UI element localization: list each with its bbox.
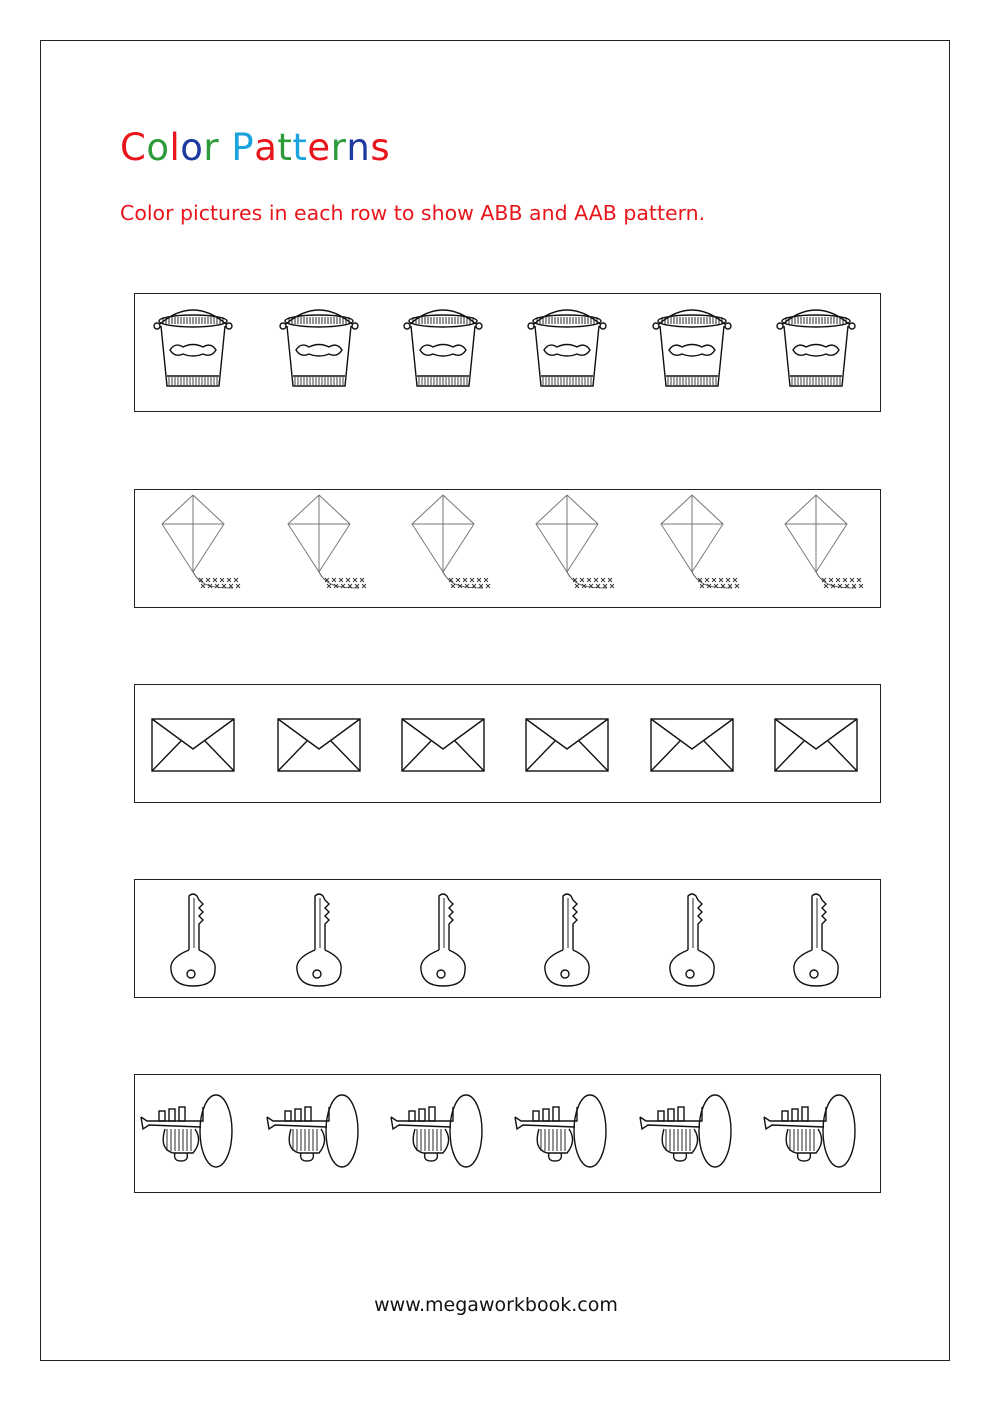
trumpet-row-art — [135, 1075, 882, 1194]
bucket-row — [134, 293, 881, 412]
key-row-art — [135, 880, 882, 999]
envelope-icon — [152, 719, 234, 771]
page-title — [120, 124, 390, 172]
title-letter: r — [330, 126, 347, 169]
title-letter: o — [180, 126, 204, 169]
instruction-text: Color pictures in each row to show ABB and AAB pattern. — [120, 201, 706, 225]
trumpet-icon — [267, 1095, 358, 1167]
bucket-icon — [404, 310, 482, 386]
title-letter: a — [254, 126, 278, 169]
title-letter: e — [307, 126, 331, 169]
trumpet-icon — [391, 1095, 482, 1167]
website-footer: www.megaworkbook.com — [374, 1294, 618, 1316]
trumpet-icon — [640, 1095, 731, 1167]
trumpet-icon — [515, 1095, 606, 1167]
title-letter: n — [346, 126, 371, 169]
bucket-icon — [280, 310, 358, 386]
title-letter: s — [370, 126, 391, 169]
bucket-icon — [528, 310, 606, 386]
title-letter — [219, 124, 231, 172]
key-icon — [421, 894, 465, 986]
kite-row — [134, 489, 881, 608]
kite-icon — [661, 495, 739, 588]
key-icon — [670, 894, 714, 986]
title-letter: l — [169, 126, 181, 169]
envelope-row-art — [135, 685, 882, 804]
key-icon — [171, 894, 215, 986]
envelope-icon — [278, 719, 360, 771]
kite-icon — [412, 495, 490, 588]
title-letter: t — [292, 126, 308, 169]
bucket-icon — [777, 310, 855, 386]
title-letter: C — [120, 126, 147, 169]
key-icon — [297, 894, 341, 986]
envelope-row — [134, 684, 881, 803]
key-row — [134, 879, 881, 998]
title-letter: P — [231, 126, 255, 169]
envelope-icon — [402, 719, 484, 771]
bucket-row-art — [135, 294, 882, 413]
trumpet-icon — [764, 1095, 855, 1167]
title-letter: o — [146, 126, 170, 169]
bucket-icon — [653, 310, 731, 386]
kite-icon — [785, 495, 863, 588]
trumpet-row — [134, 1074, 881, 1193]
kite-row-art — [135, 490, 882, 609]
envelope-icon — [775, 719, 857, 771]
key-icon — [794, 894, 838, 986]
bucket-icon — [154, 310, 232, 386]
trumpet-icon — [141, 1095, 232, 1167]
key-icon — [545, 894, 589, 986]
title-letter: r — [203, 126, 220, 169]
envelope-icon — [651, 719, 733, 771]
kite-icon — [288, 495, 366, 588]
envelope-icon — [526, 719, 608, 771]
title-letter: t — [277, 126, 293, 169]
kite-icon — [162, 495, 240, 588]
kite-icon — [536, 495, 614, 588]
